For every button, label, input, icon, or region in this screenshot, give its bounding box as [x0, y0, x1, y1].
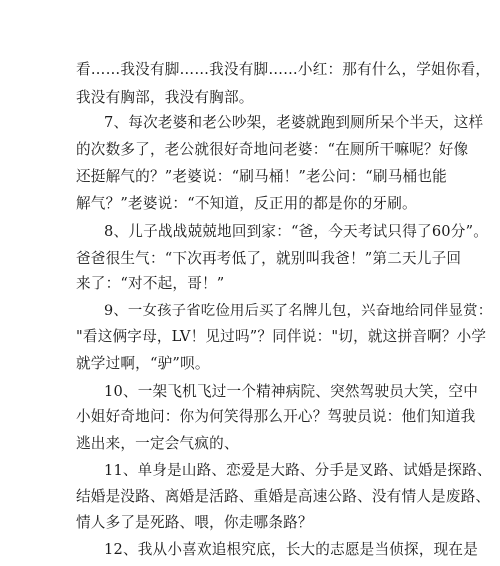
text-line: 12、我从小喜欢追根究底，长大的志愿是当侦探，现在是 [104, 541, 479, 558]
text-line: 我没有胸部，我没有胸部。 [76, 88, 254, 106]
text-line: 结婚是没路、离婚是活路、重婚是高速公路、没有情人是废路、 [76, 487, 491, 505]
text-line: 解气？”老婆说：“不知道，反正用的都是你的牙刷。 [76, 194, 417, 212]
text-line: 看……我没有脚……我没有脚……小红：那有什么，学姐你看， [76, 61, 491, 78]
text-line: 7、每次老婆和老公吵架，老婆就跑到厕所呆个半天，这样 [104, 114, 484, 132]
text-line: "看这俩字母，LV！见过吗”？同伴说："切，就这拼音啊？小学 [76, 328, 487, 346]
text-line: 还挺解气的？”老婆说：“刷马桶！”老公问：“刷马桶也能 [76, 167, 447, 185]
text-line: 爸爸很生气：“下次再考低了，就别叫我爸！”第二天儿子回 [76, 249, 462, 267]
text-line: 情人多了是死路、喂，你走哪条路？ [76, 514, 313, 532]
text-line: 8、儿子战战兢兢地回到家：“爸，今天考试只得了60分”。 [104, 223, 489, 241]
text-line: 逃出来，一定会气疯的、 [76, 435, 239, 452]
text-line: 小姐好奇地问：你为何笑得那么开心？驾驶员说：他们知道我 [76, 408, 476, 426]
text-line: 就学过啊，“驴”呗。 [76, 354, 210, 372]
text-line: 来了：“对不起，哥！” [76, 274, 225, 292]
text-line: 10、一架飞机飞过一个精神病院、突然驾驶员大笑，空中 [104, 382, 479, 400]
text-line: 9、一女孩子省吃俭用后买了名牌儿包，兴奋地给同伴显赏： [104, 303, 493, 320]
text-line: 11、单身是山路、恋爱是大路、分手是叉路、试婚是探路、 [104, 461, 492, 479]
text-line: 的次数多了，老公就很好奇地问老婆：“在厕所干嘛呢？好像 [76, 141, 469, 159]
